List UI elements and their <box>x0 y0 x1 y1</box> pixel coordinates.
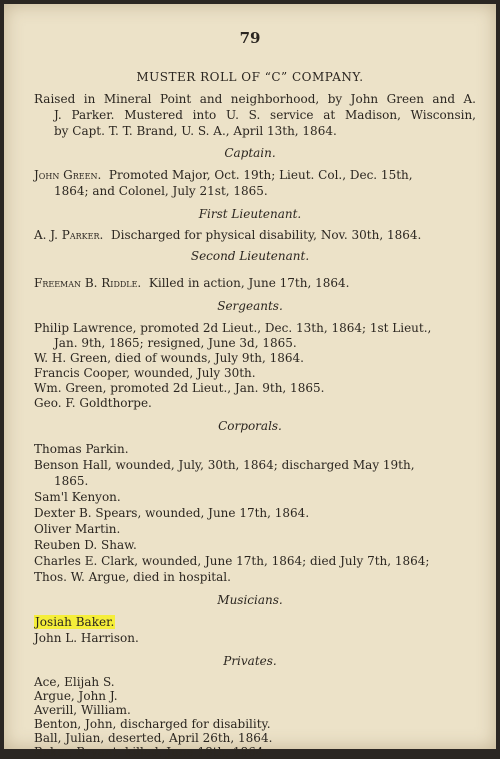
roll-entry: Ace, Elijah S. <box>34 675 115 689</box>
section-heading-corporals: Corporals. <box>218 419 282 433</box>
roll-entry: Charles E. Clark, wounded, June 17th, 1864; died July 7th, 1864; <box>34 554 430 568</box>
highlighted-name: Josiah Baker. <box>35 615 115 629</box>
section-heading-musicians: Musicians. <box>217 593 283 607</box>
roll-entry: Benton, John, discharged for disability. <box>34 717 271 731</box>
roll-entry: Reuben D. Shaw. <box>34 538 137 552</box>
entry-name: A. J. Parker. <box>34 228 104 242</box>
page-number: 79 <box>239 29 261 47</box>
document-page <box>4 4 496 759</box>
roll-entry: Sam'l Kenyon. <box>34 490 121 504</box>
roll-entry: Averill, William. <box>34 703 131 717</box>
entry-text: Promoted Major, Oct. 19th; Lieut. Col., Dec. 15th, <box>108 168 413 182</box>
section-heading-second-lieutenant: Second Lieutenant. <box>190 249 310 263</box>
roll-entry: Dexter B. Spears, wounded, June 17th, 1864. <box>34 506 310 520</box>
roll-entry <box>34 168 413 182</box>
roll-entry <box>34 276 349 290</box>
roll-entry: Philip Lawrence, promoted 2d Lieut., Dec. 13th, 1864; 1st Lieut., <box>34 321 432 335</box>
roll-entry: Thos. W. Argue, died in hospital. <box>34 570 231 584</box>
roll-entry <box>34 228 421 242</box>
entry-continuation: Jan. 9th, 1865; resigned, June 3d, 1865. <box>54 336 297 350</box>
roll-entry: Baker, Bryant, killed, June 18th, 1864. <box>34 745 268 759</box>
roll-entry: Ball, Julian, deserted, April 26th, 1864. <box>34 731 273 745</box>
roll-entry: Geo. F. Goldthorpe. <box>34 396 152 410</box>
section-heading-privates: Privates. <box>223 654 277 668</box>
entry-continuation: 1864; and Colonel, July 21st, 1865. <box>54 184 268 198</box>
entry-continuation: 1865. <box>54 474 89 488</box>
intro-line: by Capt. T. T. Brand, U. S. A., April 13th, 1864. <box>54 124 337 138</box>
roll-entry: Thomas Parkin. <box>34 442 129 456</box>
intro-line: Raised in Mineral Point and neighborhood, by John Green and A. <box>34 92 476 106</box>
roll-entry: Benson Hall, wounded, July, 30th, 1864; discharged May 19th, <box>34 458 415 472</box>
roll-entry: John L. Harrison. <box>34 631 139 645</box>
entry-name: John Green. <box>34 168 102 182</box>
intro-line: J. Parker. Mustered into U. S. service at Madison, Wisconsin, <box>54 108 476 122</box>
roll-entry-highlighted <box>34 615 115 629</box>
roll-entry: Argue, John J. <box>34 689 118 703</box>
roll-entry: Wm. Green, promoted 2d Lieut., Jan. 9th, 1865. <box>34 381 325 395</box>
roll-entry: Oliver Martin. <box>34 522 121 536</box>
roll-entry: W. H. Green, died of wounds, July 9th, 1864. <box>34 351 304 365</box>
section-heading-sergeants: Sergeants. <box>217 299 283 313</box>
entry-name: Freeman B. Riddle. <box>34 276 142 290</box>
entry-text: Killed in action, June 17th, 1864. <box>148 276 350 290</box>
section-heading-first-lieutenant: First Lieutenant. <box>198 207 302 221</box>
roll-entry: Francis Cooper, wounded, July 30th. <box>34 366 256 380</box>
entry-text: Discharged for physical disability, Nov. 30th, 1864. <box>110 228 422 242</box>
section-heading-captain: Captain. <box>224 146 276 160</box>
page-title: MUSTER ROLL OF “C” COMPANY. <box>136 70 364 84</box>
